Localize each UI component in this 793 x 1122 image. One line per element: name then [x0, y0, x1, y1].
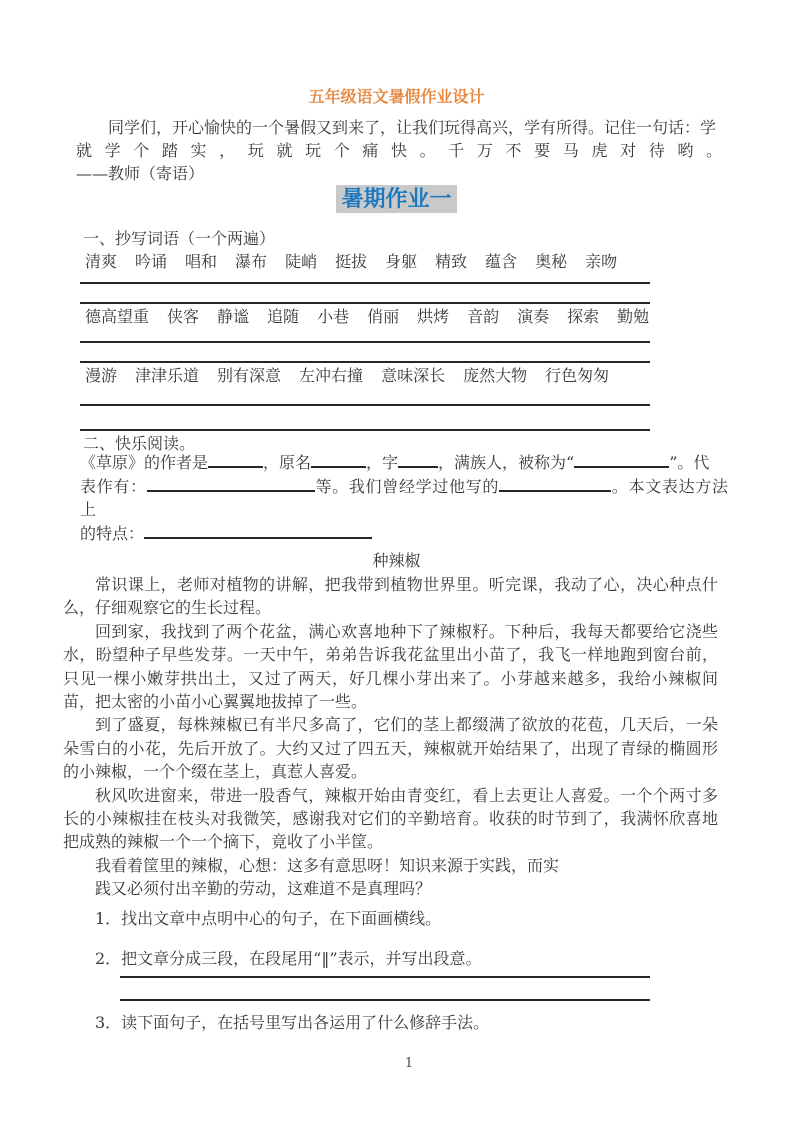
fill-text: 等。我们曾经学过他写的	[314, 476, 500, 496]
passage-closing-line-1: 我看着筐里的辣椒，心想：这多有意思呀！知识来源于实践，而实	[95, 855, 560, 875]
word-item: 烘烤	[417, 307, 450, 326]
answer-blank[interactable]	[311, 451, 366, 468]
answer-blank[interactable]	[574, 451, 669, 468]
word-item: 清爽	[85, 252, 118, 271]
word-item: 陡峭	[285, 252, 318, 271]
fill-in-paragraph	[80, 451, 728, 545]
writing-line[interactable]	[80, 361, 650, 363]
passage-paragraph-4: 秋风吹进窗来，带进一股香气，辣椒开始由青变红，看上去更让人喜爱。一个个两寸多长的小辣椒挂在枝头对我微笑，感谢我对它们的辛勤培育。收获的时节到了，我满怀欣喜地把成熟的辣椒一个一个摘下，竟收了小半筐。	[63, 785, 718, 852]
word-item: 别有深意	[217, 366, 282, 385]
word-item: 静谧	[217, 307, 250, 326]
word-item: 侠客	[167, 307, 200, 326]
word-item: 追随	[267, 307, 300, 326]
word-item: 德高望重	[85, 307, 150, 326]
fill-line-1	[80, 451, 728, 475]
passage-closing-line-2: 践又必须付出辛勤的劳动，这难道不是真理吗？	[95, 879, 432, 899]
writing-line[interactable]	[80, 404, 650, 406]
word-item: 小巷	[317, 307, 350, 326]
answer-blank[interactable]	[144, 522, 372, 539]
section2-heading: 二、快乐阅读。	[83, 434, 196, 453]
word-item: 精致	[435, 252, 468, 271]
writing-line[interactable]	[80, 302, 650, 304]
question-1: 1．找出文章中点明中心的句子，在下面画横线。	[95, 908, 442, 928]
word-item: 勤勉	[617, 307, 650, 326]
word-item: 意味深长	[381, 366, 446, 385]
word-item: 津津乐道	[135, 366, 200, 385]
word-item: 挺拔	[335, 252, 368, 271]
word-item: 吟诵	[135, 252, 168, 271]
word-item: 音韵	[467, 307, 500, 326]
passage-title: 种辣椒	[372, 551, 421, 570]
answer-blank[interactable]	[499, 475, 611, 492]
word-item: 亲吻	[585, 252, 618, 271]
passage-paragraph-1: 常识课上，老师对植物的讲解，把我带到植物世界里。听完课，我动了心，决心种点什么，仔细观察它的生长过程。	[63, 575, 718, 618]
fill-text: ，原名	[263, 453, 312, 472]
answer-line[interactable]	[120, 999, 650, 1001]
fill-text: ，字	[366, 453, 399, 472]
answer-blank[interactable]	[147, 475, 315, 492]
fill-text: 《草原》的作者是	[80, 453, 209, 472]
word-item: 蕴含	[485, 252, 518, 271]
answer-blank[interactable]	[398, 451, 438, 468]
fill-text: 表作有：	[80, 476, 147, 496]
intro-line-2: 就学个踏实，玩就玩个痛快。千万不要马虎对待哟。	[76, 141, 722, 160]
page-title: 五年级语文暑假作业设计	[308, 87, 485, 106]
question-3: 3．读下面句子，在括号里写出各运用了什么修辞手法。	[95, 1012, 490, 1032]
question-2: 2．把文章分成三段，在段尾用“‖”表示，并写出段意。	[95, 948, 482, 968]
word-item: 左冲右撞	[299, 366, 364, 385]
fill-line-3	[80, 522, 728, 546]
writing-line[interactable]	[80, 341, 650, 343]
assignment-title-badge: 暑期作业一	[336, 185, 456, 213]
writing-line[interactable]	[80, 429, 650, 431]
word-item: 演奏	[517, 307, 550, 326]
passage-paragraph-2: 回到家，我找到了两个花盆，满心欢喜地种下了辣椒籽。下种后，我每天都要给它浇些水，盼望种子早些发芽。一天中午，弟弟告诉我花盆里出小苗了，我飞一样地跑到窗台前，只见一棵小嫩芽拱出土，又过了两天，好几棵小芽出来了。小芽越来越多，我给小辣椒间苗，把太密的小苗小心翼翼地拔掉了一些。	[63, 621, 718, 712]
word-row-1	[85, 250, 793, 273]
answer-line[interactable]	[120, 976, 650, 978]
fill-line-2	[80, 475, 728, 522]
page-number: 1	[404, 1055, 414, 1071]
word-item: 庞然大物	[463, 366, 528, 385]
word-item: 瀑布	[235, 252, 268, 271]
word-row-2	[85, 305, 793, 328]
section1-heading: 一、抄写词语（一个两遍）	[83, 229, 276, 248]
fill-text: 。本文表达方法上	[80, 476, 728, 519]
word-item: 唱和	[185, 252, 218, 271]
intro-signature: ——教师（寄语）	[76, 164, 205, 183]
fill-text: ”。代	[669, 453, 710, 472]
word-item: 漫游	[85, 366, 118, 385]
passage-paragraph-3: 到了盛夏，每株辣椒已有半尺多高了，它们的茎上都缀满了欲放的花苞，几天后，一朵朵雪白的小花，先后开放了。大约又过了四五天，辣椒就开始结果了，出现了青绿的椭圆形的小辣椒，一个个缀在茎上，真惹人喜爱。	[63, 715, 718, 782]
word-item: 探索	[567, 307, 600, 326]
teacher-message	[76, 116, 722, 185]
fill-text: 的特点：	[80, 523, 145, 543]
assignment-heading-row	[0, 185, 793, 215]
fill-text: ，满族人，被称为“	[438, 453, 575, 472]
word-item: 身躯	[385, 252, 418, 271]
answer-blank[interactable]	[208, 451, 263, 468]
writing-line[interactable]	[80, 282, 650, 284]
word-item: 奥秘	[535, 252, 568, 271]
intro-line-1: 同学们，开心愉快的一个暑假又到来了，让我们玩得高兴，学有所得。记住一句话：学	[108, 118, 717, 137]
word-item: 行色匆匆	[545, 366, 610, 385]
word-row-3	[85, 364, 793, 387]
word-item: 俏丽	[367, 307, 400, 326]
